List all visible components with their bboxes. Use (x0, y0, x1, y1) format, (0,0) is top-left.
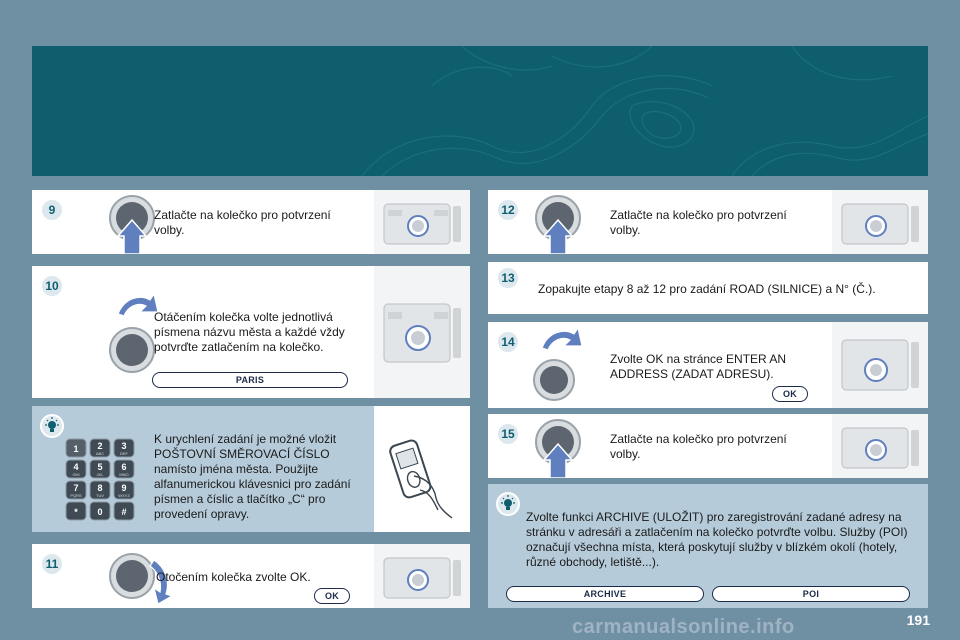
keypad-key (66, 481, 86, 499)
svg-text:2: 2 (97, 441, 103, 451)
topographic-decoration (32, 46, 928, 176)
svg-text:1: 1 (73, 444, 79, 454)
step-11-panel (32, 544, 470, 608)
keypad-key (66, 502, 86, 520)
keypad-key (114, 481, 134, 499)
step-13-panel (488, 262, 928, 314)
tip-archive-text: Zvolte funkci ARCHIVE (ULOŽIT) pro zaregistrování zadané adresy na stránku v adresáři a zatlačením na kolečko potvrďte volbu. Služby (POI) označují všechna místa, která poskytují služby v blízkém okolí (hotely, různé obchody, letiště...). (526, 510, 908, 569)
svg-text:JKL: JKL (96, 472, 104, 477)
poi-option-pill[interactable]: POI (712, 586, 910, 602)
svg-text:3: 3 (121, 441, 127, 451)
step-number-badge: 10 (40, 274, 64, 298)
keypad-key (114, 439, 134, 457)
lightbulb-icon (496, 492, 520, 516)
step-number-badge: 13 (496, 266, 520, 290)
push-knob-icon (104, 192, 160, 254)
step-number-badge: 12 (496, 198, 520, 222)
step-12-panel (488, 190, 928, 254)
radio-unit-thumbnail (374, 266, 470, 398)
keypad-key (90, 460, 110, 478)
svg-text:GHI: GHI (72, 472, 80, 477)
svg-text:*: * (74, 507, 78, 517)
push-knob-icon (530, 192, 586, 254)
svg-text:9: 9 (121, 483, 127, 493)
ok-option-pill[interactable]: OK (314, 588, 350, 604)
keypad-key (66, 460, 86, 478)
ok-option-pill[interactable]: OK (772, 386, 808, 402)
keypad-key (114, 460, 134, 478)
radio-unit-thumbnail (832, 190, 928, 254)
svg-text:TUV: TUV (96, 493, 104, 498)
svg-text:WXYZ: WXYZ (118, 493, 130, 498)
step-number-badge: 11 (40, 552, 64, 576)
header-banner (32, 46, 928, 176)
radio-unit-thumbnail (374, 544, 470, 608)
step-14-text: Zvolte OK na stránce ENTER AN ADDRESS (ZADAT ADRESU). (610, 352, 787, 381)
radio-unit-thumbnail (832, 322, 928, 408)
watermark: carmanualsonline.info (572, 616, 795, 638)
svg-text:PQRS: PQRS (70, 493, 82, 498)
keypad-key (90, 502, 110, 520)
svg-text:#: # (121, 507, 127, 517)
step-14-panel (488, 322, 928, 408)
hand-holding-phone-icon (374, 406, 470, 532)
step-15-panel (488, 414, 928, 478)
keypad-key (90, 439, 110, 457)
keypad-key (66, 439, 86, 457)
rotate-knob-icon (100, 288, 160, 378)
rotate-knob-icon (528, 324, 588, 408)
step-9-text: Zatlačte na kolečko pro potvrzení volby. (154, 208, 331, 237)
step-12-text: Zatlačte na kolečko pro potvrzení volby. (610, 208, 787, 237)
step-15-text: Zatlačte na kolečko pro potvrzení volby. (610, 432, 787, 461)
step-9-panel (32, 190, 470, 254)
svg-text:4: 4 (73, 462, 79, 472)
archive-option-pill[interactable]: ARCHIVE (506, 586, 704, 602)
step-number-badge: 9 (40, 198, 64, 222)
step-10-panel (32, 266, 470, 398)
keypad-key (90, 481, 110, 499)
svg-text:DEF: DEF (120, 451, 128, 456)
alphanumeric-keypad-icon (32, 406, 152, 532)
svg-text:ABC: ABC (95, 451, 105, 456)
tip-postal-code-panel (32, 406, 470, 532)
step-13-text: Zopakujte etapy 8 až 12 pro zadání ROAD (SILNICE) a N° (Č.). (538, 282, 876, 296)
tip-postal-code-text: K urychlení zadání je možné vložit POŠTOVNÍ SMĚROVACÍ ČÍSLO namísto jména města. Použijte alfanumerickou klávesnici pro zadání písmen a číslic a tlačítko „C“ pro provedení opravy. (154, 432, 351, 521)
step-number-badge: 15 (496, 422, 520, 446)
svg-text:6: 6 (121, 462, 127, 472)
keypad-key (114, 502, 134, 520)
step-number-badge: 14 (496, 330, 520, 354)
tip-archive-panel (488, 484, 928, 608)
paris-option-pill[interactable]: PARIS (152, 372, 348, 388)
svg-text:MNO: MNO (119, 472, 129, 477)
svg-text:0: 0 (97, 507, 103, 517)
push-knob-icon (530, 416, 586, 478)
svg-text:5: 5 (97, 462, 103, 472)
radio-unit-thumbnail (832, 414, 928, 478)
step-10-text: Otáčením kolečka volte jednotlivá písmena názvu města a každé vždy potvrďte zatlačením na kolečko. (154, 310, 345, 354)
svg-text:7: 7 (73, 483, 79, 493)
page-number: 191 (906, 612, 930, 628)
step-11-text: Otočením kolečka zvolte OK. (156, 570, 311, 584)
radio-unit-thumbnail (374, 190, 470, 254)
svg-text:8: 8 (97, 483, 103, 493)
